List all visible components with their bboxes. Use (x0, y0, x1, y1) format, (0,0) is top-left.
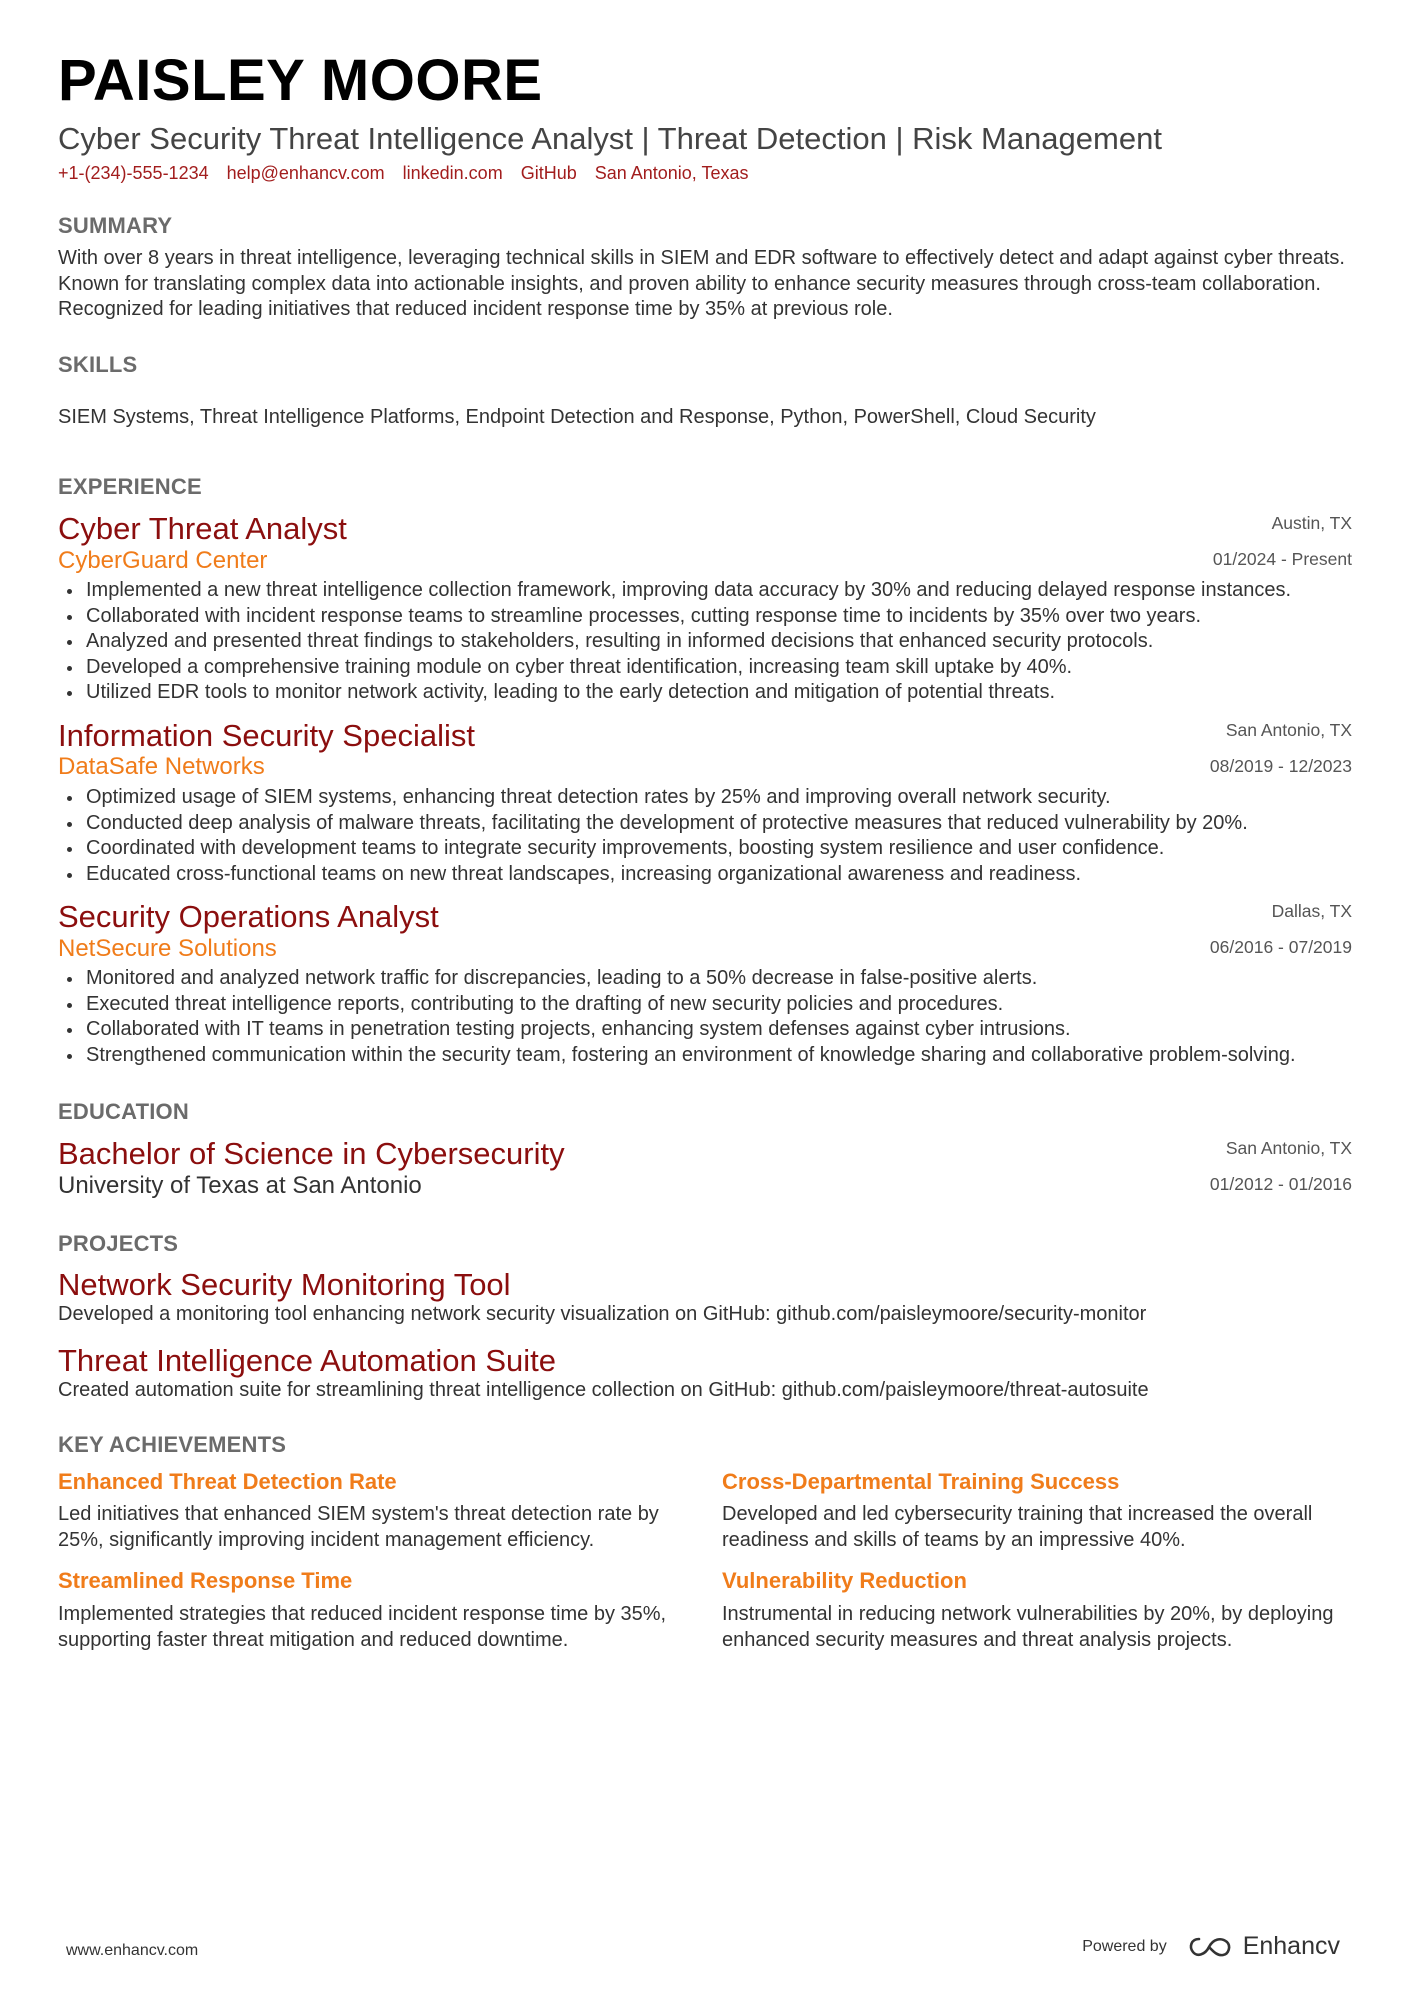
experience-role: Cyber Threat Analyst (58, 511, 347, 547)
experience-bullets (58, 785, 1352, 887)
project-name: Threat Intelligence Automation Suite (58, 1342, 557, 1378)
education-dates: 01/2012 - 01/2016 (1209, 1174, 1352, 1195)
contact-email[interactable]: help@enhancv.com (226, 163, 385, 184)
contact-github[interactable]: GitHub (520, 163, 577, 184)
powered-by-label: Powered by (1082, 1937, 1167, 1955)
experience-bullets (58, 966, 1352, 1068)
experience-dates: 01/2024 - Present (1212, 549, 1352, 570)
experience-location: Dallas, TX (1271, 901, 1352, 922)
projects-heading: PROJECTS (58, 1230, 179, 1256)
experience-entry (58, 511, 1352, 706)
candidate-headline: Cyber Security Threat Intelligence Analyst | Threat Detection | Risk Management (58, 121, 1162, 156)
experience-entry (58, 718, 1352, 887)
experience-bullets (58, 578, 1352, 706)
project-description: Created automation suite for streamlining threat intelligence collection on GitHub: github.com/paisleymoore/threat-autosuite (58, 1379, 1149, 1402)
contact-bar (58, 163, 1352, 184)
bullet-item: Optimized usage of SIEM systems, enhancing threat detection rates by 25% and improving overall network security. (58, 785, 1352, 811)
project-name: Network Security Monitoring Tool (58, 1266, 511, 1302)
bullet-item: Developed a comprehensive training module on cyber threat identification, increasing team skill uptake by 40%. (58, 655, 1352, 681)
achievement-text: Implemented strategies that reduced incident response time by 35%, supporting faster threat mitigation and reduced downtime. (58, 1603, 667, 1651)
summary-heading: SUMMARY (58, 213, 173, 239)
brand-logo[interactable] (1187, 1932, 1340, 1961)
education-entry (58, 1136, 1352, 1199)
project-entry (58, 1267, 1352, 1328)
experience-company: CyberGuard Center (58, 546, 268, 574)
education-location: San Antonio, TX (1225, 1138, 1352, 1159)
bullet-item: Monitored and analyzed network traffic for discrepancies, leading to a 50% decrease in false-positive alerts. (58, 966, 1352, 992)
achievement-title: Streamlined Response Time (58, 1568, 353, 1594)
education-school: University of Texas at San Antonio (58, 1171, 422, 1199)
contact-location: San Antonio, Texas (594, 163, 749, 184)
achievements-grid (58, 1468, 1352, 1653)
skills-heading: SKILLS (58, 351, 138, 377)
bullet-item: Implemented a new threat intelligence collection framework, improving data accuracy by 30% and reducing delayed response instances. (58, 578, 1352, 604)
experience-company: NetSecure Solutions (58, 934, 277, 962)
experience-location: San Antonio, TX (1225, 719, 1352, 740)
achievement-card (722, 1468, 1352, 1554)
bullet-item: Utilized EDR tools to monitor network activity, leading to the early detection and mitigation of potential threats. (58, 680, 1352, 706)
contact-linkedin[interactable]: linkedin.com (402, 163, 503, 184)
bullet-item: Executed threat intelligence reports, contributing to the drafting of new security policies and procedures. (58, 992, 1352, 1018)
footer-website[interactable]: www.enhancv.com (66, 1942, 199, 1959)
education-heading: EDUCATION (58, 1099, 189, 1125)
footer-branding (1082, 1932, 1340, 1961)
contact-phone[interactable]: +1-(234)-555-1234 (58, 163, 209, 184)
achievement-text: Instrumental in reducing network vulnerabilities by 20%, by deploying enhanced security measures and threat analysis projects. (722, 1603, 1334, 1651)
skills-text: SIEM Systems, Threat Intelligence Platforms, Endpoint Detection and Response, Python, PowerShell, Cloud Security (58, 405, 1096, 428)
bullet-item: Collaborated with IT teams in penetration testing projects, enhancing system defenses against cyber intrusions. (58, 1017, 1352, 1043)
bullet-item: Strengthened communication within the security team, fostering an environment of knowledge sharing and collaborative problem-solving. (58, 1043, 1352, 1069)
experience-company: DataSafe Networks (58, 753, 265, 781)
experience-entry (58, 899, 1352, 1068)
achievement-text: Developed and led cybersecurity training that increased the overall readiness and skills of teams by an impressive 40%. (722, 1503, 1313, 1551)
candidate-name: PAISLEY MOORE (58, 48, 543, 113)
project-entry (58, 1343, 1352, 1404)
bullet-item: Coordinated with development teams to integrate security improvements, boosting system resilience and user confidence. (58, 836, 1352, 862)
achievement-title: Cross-Departmental Training Success (722, 1468, 1120, 1494)
education-degree: Bachelor of Science in Cybersecurity (58, 1136, 565, 1172)
summary-text: With over 8 years in threat intelligence, leveraging technical skills in SIEM and EDR software to effectively detect and adapt against cyber threats. Known for translating complex data into actionable insights, and proven ability to enhance security measures through cross-team collaboration. Recognized for leading initiatives that reduced incident response time by 35% at previous role. (58, 247, 1345, 321)
bullet-item: Analyzed and presented threat findings to stakeholders, resulting in informed decisions that enhanced security protocols. (58, 629, 1352, 655)
experience-location: Austin, TX (1271, 513, 1352, 534)
bullet-item: Educated cross-functional teams on new threat landscapes, increasing organizational awareness and readiness. (58, 862, 1352, 888)
experience-heading: EXPERIENCE (58, 474, 202, 500)
achievement-card (58, 1468, 688, 1554)
project-description: Developed a monitoring tool enhancing network security visualization on GitHub: github.com/paisleymoore/security-monitor (58, 1303, 1147, 1326)
experience-role: Security Operations Analyst (58, 899, 439, 935)
experience-role: Information Security Specialist (58, 717, 475, 753)
achievement-title: Vulnerability Reduction (722, 1568, 967, 1594)
achievement-card (722, 1567, 1352, 1653)
experience-dates: 08/2019 - 12/2023 (1209, 755, 1352, 776)
achievements-heading: KEY ACHIEVEMENTS (58, 1431, 287, 1457)
achievement-card (58, 1567, 688, 1653)
brand-name: Enhancv (1242, 1932, 1340, 1960)
bullet-item: Conducted deep analysis of malware threats, facilitating the development of protective measures that reduced vulnerability by 20%. (58, 811, 1352, 837)
bullet-item: Collaborated with incident response teams to streamline processes, cutting response time to incidents by 35% over two years. (58, 604, 1352, 630)
achievement-text: Led initiatives that enhanced SIEM system's threat detection rate by 25%, significantly improving incident management efficiency. (58, 1503, 659, 1551)
enhancv-logo-icon (1187, 1935, 1233, 1959)
experience-dates: 06/2016 - 07/2019 (1209, 937, 1352, 958)
achievement-title: Enhanced Threat Detection Rate (58, 1468, 397, 1494)
